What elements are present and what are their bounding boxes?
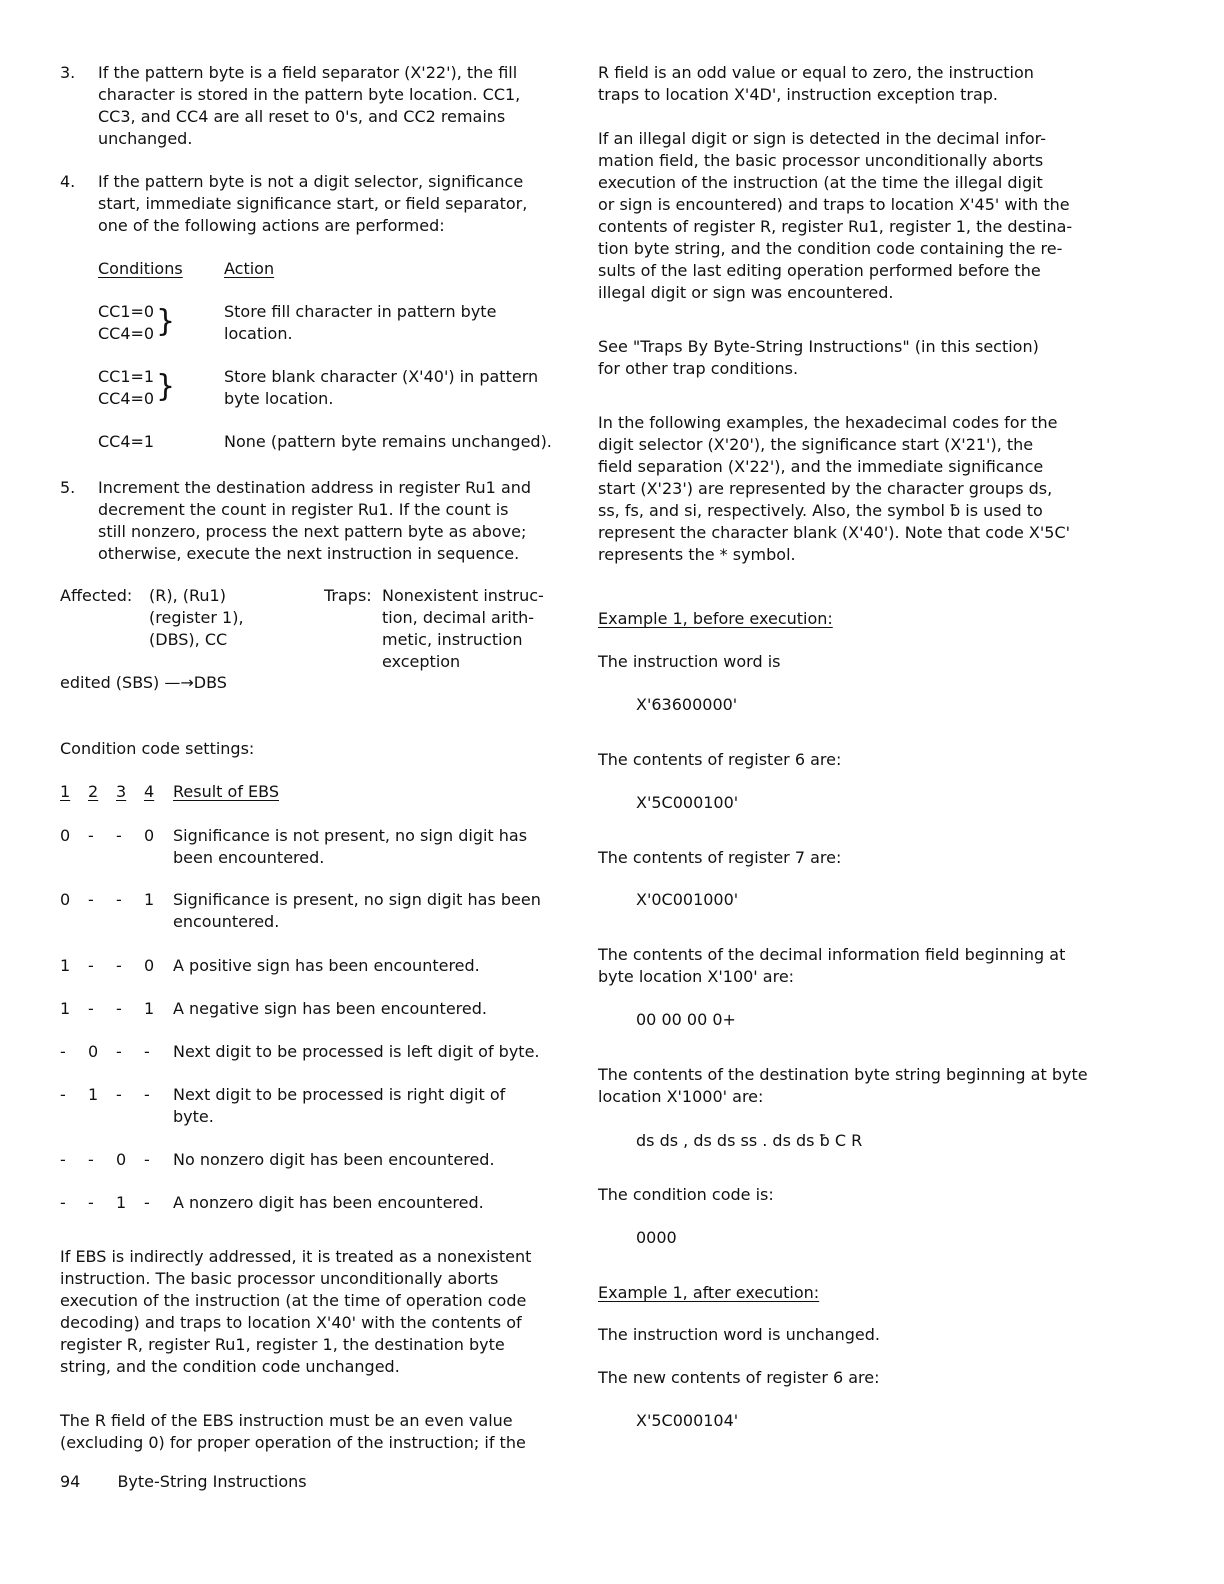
text-line: The contents of the destination byte string beginning at byte (598, 1065, 1088, 1084)
bit: 1 (60, 956, 71, 975)
cc-result-line: Next digit to be processed is left digit of byte. (173, 1042, 540, 1061)
text-line: mation field, the basic processor unconditionally aborts (598, 151, 1044, 170)
bit: - (116, 1042, 122, 1061)
brace-icon: } (156, 369, 176, 404)
text-line: If an illegal digit or sign is detected in the decimal infor- (598, 129, 1046, 148)
bit: 0 (116, 1150, 127, 1169)
bit: - (88, 1193, 94, 1212)
condition-cc4: CC4=0 (98, 324, 155, 343)
register7-label: The contents of register 7 are: (598, 848, 842, 867)
text-line: CC3, and CC4 are all reset to 0's, and CC2 remains (98, 107, 506, 126)
cc-row (60, 1192, 550, 1214)
instruction-unchanged: The instruction word is unchanged. (598, 1325, 880, 1344)
result-header: Result of EBS (173, 782, 279, 801)
step-number: 4. (60, 172, 76, 191)
text-line: start (X'23') are represented by the character groups ds, (598, 479, 1053, 498)
traps-value: exception (382, 652, 461, 671)
text-line: instruction. The basic processor unconditionally aborts (60, 1269, 499, 1288)
text-line: If EBS is indirectly addressed, it is treated as a nonexistent (60, 1247, 532, 1266)
example-after-heading: Example 1, after execution: (598, 1283, 820, 1302)
cc-row (60, 1041, 550, 1063)
destination-value: ds ds , ds ds ss . ds ds ƀ C R (636, 1131, 863, 1150)
indirect-paragraph (60, 1246, 550, 1378)
cc-result-line: Next digit to be processed is right digit of byte. (173, 1085, 506, 1126)
traps-value: metic, instruction (382, 630, 523, 649)
text-line: represents the * symbol. (598, 545, 796, 564)
decimal-field-label (598, 944, 1088, 988)
text-line: string, and the condition code unchanged. (60, 1357, 400, 1376)
action-line: location. (224, 324, 293, 343)
bit: - (144, 1085, 150, 1104)
text-line: decoding) and traps to location X'40' with the contents of (60, 1313, 522, 1332)
condition-cc1: CC1=0 (98, 302, 155, 321)
right-column (598, 62, 1088, 1432)
cc-row (60, 955, 550, 977)
bit: - (88, 1150, 94, 1169)
text-line: The R field of the EBS instruction must be an even value (60, 1411, 513, 1430)
cc-row (60, 998, 550, 1020)
bit-header: 1 (60, 782, 71, 801)
bit: 1 (116, 1193, 127, 1212)
bit: 1 (60, 999, 71, 1018)
text-line: represent the character blank (X'40'). Note that code X'5C' (598, 523, 1071, 542)
text-line: otherwise, execute the next instruction in sequence. (98, 544, 520, 563)
text-line: decrement the count in register Ru1. If the count is (98, 500, 509, 519)
conditions-header: Conditions (98, 259, 183, 278)
text-line: tion byte string, and the condition code containing the re- (598, 239, 1063, 258)
cc-result-line: encountered. (173, 912, 280, 931)
text-line: digit selector (X'20'), the significance start (X'21'), the (598, 435, 1034, 454)
bit: 0 (88, 1042, 99, 1061)
text-line: Increment the destination address in register Ru1 and (98, 478, 532, 497)
condition-cc4: CC4=1 (98, 432, 155, 451)
text-line: unchanged. (98, 129, 193, 148)
rfield-paragraph (60, 1410, 550, 1454)
text-line: byte location X'100' are: (598, 967, 795, 986)
bit-header: 2 (88, 782, 99, 801)
bit: - (116, 826, 122, 845)
bit: - (60, 1085, 66, 1104)
step-3 (60, 62, 550, 150)
page-footer (60, 1471, 307, 1493)
cc-result-line: Significance is present, no sign digit has been (173, 890, 541, 909)
cc-header-row (60, 781, 550, 803)
bit: - (144, 1042, 150, 1061)
cc-result-line: A nonzero digit has been encountered. (173, 1193, 484, 1212)
action-line: Store blank character (X'40') in pattern (224, 367, 539, 386)
conditions-table (98, 258, 550, 456)
bit: - (116, 999, 122, 1018)
register6-label: The contents of register 6 are: (598, 750, 842, 769)
bit: 1 (144, 999, 155, 1018)
text-line: execution of the instruction (at the time of operation code (60, 1291, 527, 1310)
bit: - (88, 956, 94, 975)
text-line: register R, register Ru1, register 1, the destination byte (60, 1335, 505, 1354)
traps-value: Nonexistent instruc- (382, 586, 544, 605)
text-line: The contents of the decimal information field beginning at (598, 945, 1066, 964)
step-4 (60, 171, 550, 237)
bit: - (144, 1150, 150, 1169)
example-before-heading: Example 1, before execution: (598, 609, 833, 628)
register6-new-value: X'5C000104' (636, 1411, 739, 1430)
cc-settings-heading: Condition code settings: (60, 739, 255, 758)
left-column (60, 62, 550, 1454)
traps-label: Traps: (324, 586, 372, 605)
action-line: Store fill character in pattern byte (224, 302, 497, 321)
action-line: None (pattern byte remains unchanged). (224, 432, 552, 451)
bit: - (60, 1193, 66, 1212)
rfield-continued (598, 62, 1088, 106)
affected-traps-block (60, 585, 550, 695)
bit: - (116, 1085, 122, 1104)
cc-row (60, 1084, 550, 1128)
illegal-digit-paragraph (598, 128, 1088, 304)
text-line: traps to location X'4D', instruction exception trap. (598, 85, 999, 104)
edited-line: edited (SBS) —→DBS (60, 673, 227, 692)
text-line: ss, fs, and si, respectively. Also, the symbol ƀ is used to (598, 501, 1043, 520)
register6-value: X'5C000100' (636, 793, 739, 812)
see-traps-paragraph (598, 336, 1088, 380)
condition-code-label: The condition code is: (598, 1185, 774, 1204)
register7-value: X'0C001000' (636, 890, 739, 909)
bit: 0 (144, 826, 155, 845)
affected-value: (R), (Ru1) (149, 586, 226, 605)
bit: - (88, 890, 94, 909)
text-line: See "Traps By Byte-String Instructions" (in this section) (598, 337, 1039, 356)
examples-paragraph (598, 412, 1088, 566)
traps-value: tion, decimal arith- (382, 608, 534, 627)
bit: - (60, 1042, 66, 1061)
step-number: 3. (60, 63, 76, 82)
cc-result-line: No nonzero digit has been encountered. (173, 1150, 495, 1169)
cc-result-line: Significance is not present, no sign digit has (173, 826, 528, 845)
decimal-field-value: 00 00 00 0+ (636, 1010, 736, 1029)
text-line: execution of the instruction (at the time the illegal digit (598, 173, 1043, 192)
text-line: location X'1000' are: (598, 1087, 764, 1106)
condition-cc1: CC1=1 (98, 367, 155, 386)
bit: - (116, 890, 122, 909)
cc-result-line: been encountered. (173, 848, 325, 867)
text-line: start, immediate significance start, or field separator, (98, 194, 528, 213)
bit: 0 (60, 826, 71, 845)
text-line: sults of the last editing operation performed before the (598, 261, 1041, 280)
register6-new-label: The new contents of register 6 are: (598, 1368, 880, 1387)
condition-code-value: 0000 (636, 1228, 677, 1247)
action-header: Action (224, 259, 275, 278)
text-line: field separation (X'22'), and the immediate significance (598, 457, 1044, 476)
text-line: (excluding 0) for proper operation of the instruction; if the (60, 1433, 526, 1452)
step-5 (60, 477, 550, 565)
bit: 1 (144, 890, 155, 909)
brace-icon: } (156, 304, 176, 339)
bit: - (88, 826, 94, 845)
bit: 1 (88, 1085, 99, 1104)
text-line: contents of register R, register Ru1, register 1, the destina- (598, 217, 1073, 236)
bit: - (60, 1150, 66, 1169)
text-line: R field is an odd value or equal to zero, the instruction (598, 63, 1034, 82)
step-number: 5. (60, 478, 76, 497)
bit: - (116, 956, 122, 975)
action-line: byte location. (224, 389, 334, 408)
cc-row (60, 825, 550, 869)
affected-label: Affected: (60, 586, 133, 605)
page-number: 94 (60, 1472, 81, 1491)
bit: - (144, 1193, 150, 1212)
bit-header: 3 (116, 782, 127, 801)
instruction-word-label: The instruction word is (598, 652, 781, 671)
text-line: for other trap conditions. (598, 359, 799, 378)
text-line: or sign is encountered) and traps to location X'45' with the (598, 195, 1070, 214)
text-line: one of the following actions are performed: (98, 216, 445, 235)
bit: 0 (144, 956, 155, 975)
bit-header: 4 (144, 782, 155, 801)
cc-row (60, 889, 550, 933)
text-line: If the pattern byte is a field separator (X'22'), the fill (98, 63, 518, 82)
affected-value: (DBS), CC (149, 630, 228, 649)
text-line: In the following examples, the hexadecimal codes for the (598, 413, 1058, 432)
condition-cc4: CC4=0 (98, 389, 155, 408)
bit: 0 (60, 890, 71, 909)
cc-row (60, 1149, 550, 1171)
destination-label (598, 1064, 1088, 1108)
cc-result-line: A positive sign has been encountered. (173, 956, 480, 975)
text-line: character is stored in the pattern byte location. CC1, (98, 85, 521, 104)
instruction-word-value: X'63600000' (636, 695, 738, 714)
text-line: illegal digit or sign was encountered. (598, 283, 894, 302)
section-title: Byte-String Instructions (117, 1472, 307, 1491)
text-line: If the pattern byte is not a digit selector, significance (98, 172, 524, 191)
bit: - (88, 999, 94, 1018)
text-line: still nonzero, process the next pattern byte as above; (98, 522, 527, 541)
cc-result-line: A negative sign has been encountered. (173, 999, 487, 1018)
affected-value: (register 1), (149, 608, 244, 627)
